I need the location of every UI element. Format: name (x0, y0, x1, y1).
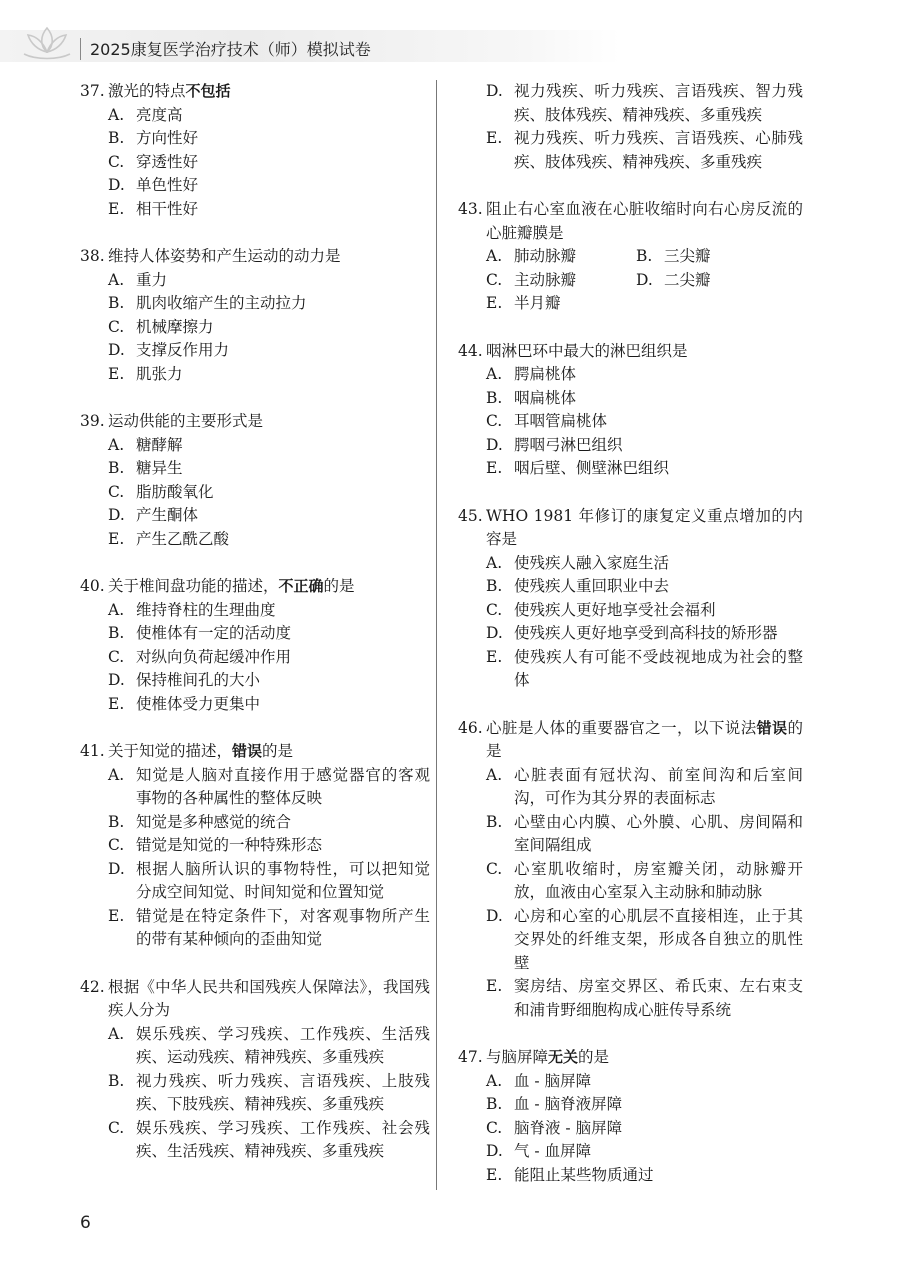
option-b (458, 387, 803, 411)
option-d (458, 905, 803, 976)
option-text: 腭咽弓淋巴组织 (514, 435, 623, 454)
option-letter: D. (108, 176, 125, 194)
question-41 (80, 740, 430, 952)
question-number: 42. (80, 977, 105, 996)
option-e (80, 905, 430, 952)
question-emphasis: 错误 (756, 718, 788, 737)
option-letter: C. (486, 412, 503, 430)
option-text: 亮度高 (136, 105, 183, 124)
question-number: 45. (458, 506, 483, 525)
option-text: 使残疾人更好地享受到高科技的矫形器 (514, 624, 778, 642)
option-letter: D. (486, 1142, 503, 1160)
question-number: 46. (458, 718, 483, 737)
option-text: 耳咽管扁桃体 (514, 412, 608, 430)
option-d (458, 80, 803, 127)
option-letter: E. (108, 694, 125, 713)
question-text (486, 505, 803, 552)
question-number: 44. (458, 341, 483, 360)
option-a (458, 1070, 803, 1094)
option-letter: A. (108, 1024, 125, 1043)
question-stem (458, 340, 803, 364)
option-a (80, 434, 430, 458)
option-b (80, 1070, 430, 1117)
option-text: 产生酮体 (136, 506, 199, 524)
option-b (458, 811, 803, 858)
option-b (80, 292, 430, 316)
question-text-tail: 的是 (323, 577, 355, 595)
option-b (458, 1093, 803, 1117)
option-a (80, 1023, 430, 1070)
question-47 (458, 1046, 803, 1187)
option-text: 脑脊液 - 脑屏障 (514, 1118, 623, 1137)
option-letter: D. (108, 671, 125, 689)
option-letter: B. (108, 129, 125, 147)
question-39 (80, 410, 430, 551)
option-letter: B. (108, 459, 125, 477)
question-stem (80, 976, 430, 1023)
option-d (608, 269, 758, 293)
question-38 (80, 245, 430, 386)
question-37 (80, 80, 430, 221)
option-text: 娱乐残疾、学习残疾、工作残疾、生活残疾、运动残疾、精神残疾、多重残疾 (136, 1024, 430, 1066)
question-number: 40. (80, 577, 105, 595)
option-letter: B. (486, 388, 503, 407)
question-number: 41. (80, 742, 105, 760)
question-text-lead: 维持人体姿势和产生运动的动力是 (108, 247, 341, 265)
page-header (0, 0, 900, 68)
question-text-lead: 咽淋巴环中最大的淋巴组织是 (486, 341, 688, 360)
option-c (458, 599, 803, 623)
question-text-lead: 心脏是人体的重要器官之一，以下说法 (486, 718, 757, 737)
option-letter: B. (108, 812, 125, 831)
option-letter: E. (108, 364, 125, 383)
option-e (458, 646, 803, 693)
option-text: 使残疾人更好地享受社会福利 (514, 600, 716, 619)
option-letter: E. (108, 199, 125, 218)
option-letter: E. (486, 647, 503, 666)
option-e (458, 975, 803, 1022)
option-letter: D. (486, 624, 503, 642)
option-d (80, 669, 430, 693)
option-d (80, 339, 430, 363)
option-text: 二尖瓣 (664, 270, 711, 289)
question-45 (458, 505, 803, 693)
option-text: 穿透性好 (136, 152, 199, 171)
header-title: 2025康复医学治疗技术（师）模拟试卷 (90, 40, 371, 59)
option-text: 错觉是在特定条件下，对客观事物所产生的带有某种倾向的歪曲知觉 (136, 906, 430, 948)
option-a (80, 599, 430, 623)
option-a (80, 764, 430, 811)
option-c (80, 481, 430, 505)
option-text: 主动脉瓣 (514, 270, 577, 289)
option-letter: B. (486, 812, 503, 831)
option-b (80, 457, 430, 481)
option-text: 对纵向负荷起缓冲作用 (136, 647, 292, 666)
question-text-tail: 的是 (262, 742, 294, 760)
option-text: 视力残疾、听力残疾、言语残疾、心肺残疾、肢体残疾、精神残疾、多重残疾 (514, 129, 803, 171)
question-emphasis: 错误 (232, 742, 263, 760)
question-40 (80, 575, 430, 716)
question-42 (80, 976, 430, 1164)
question-number: 39. (80, 412, 105, 430)
question-text-tail: 的是 (486, 718, 803, 760)
option-text: 肌肉收缩产生的主动拉力 (136, 294, 307, 312)
option-e (80, 198, 430, 222)
option-a (458, 245, 608, 269)
option-text: 肌张力 (136, 364, 183, 383)
option-e (458, 1164, 803, 1188)
option-letter: D. (108, 859, 125, 878)
option-text: 娱乐残疾、学习残疾、工作残疾、社会残疾、生活残疾、精神残疾、多重残疾 (136, 1118, 430, 1160)
option-b (80, 622, 430, 646)
question-stem (80, 740, 430, 764)
option-letter: A. (108, 105, 125, 124)
option-letter: D. (486, 82, 503, 100)
option-text: 使椎体有一定的活动度 (136, 624, 292, 642)
question-text (108, 740, 430, 764)
option-letter: E. (108, 906, 125, 925)
column-divider (436, 80, 437, 1190)
option-text: 支撑反作用力 (136, 341, 230, 359)
option-d (80, 174, 430, 198)
question-stem (458, 505, 803, 552)
question-text (108, 575, 430, 599)
question-text (108, 976, 430, 1023)
option-letter: B. (486, 577, 503, 595)
option-text: 肺动脉瓣 (514, 247, 577, 265)
question-43 (458, 198, 803, 316)
left-column (80, 80, 430, 1188)
option-letter: C. (108, 836, 125, 854)
option-letter: A. (486, 765, 503, 784)
option-text: 咽后壁、侧壁淋巴组织 (514, 459, 670, 477)
option-text: 使残疾人融入家庭生活 (514, 553, 670, 572)
option-letter: A. (486, 365, 503, 383)
question-text (108, 80, 430, 104)
option-text: 糖酵解 (136, 435, 183, 454)
option-a (80, 104, 430, 128)
option-letter: C. (486, 1118, 503, 1137)
question-text-lead: 运动供能的主要形式是 (108, 412, 264, 430)
option-text: 保持椎间孔的大小 (136, 671, 261, 689)
option-letter: A. (108, 765, 125, 784)
option-text: 腭扁桃体 (514, 365, 577, 383)
question-text (486, 340, 803, 364)
option-c (80, 834, 430, 858)
question-text-lead: 与脑屏障 (486, 1048, 549, 1066)
question-text-lead: 激光的特点 (108, 82, 186, 100)
option-a (80, 269, 430, 293)
option-letter: C. (108, 152, 125, 171)
option-c (80, 151, 430, 175)
question-stem (80, 410, 430, 434)
option-c (80, 646, 430, 670)
option-letter: A. (486, 247, 503, 265)
option-e (80, 528, 430, 552)
question-stem (458, 198, 803, 245)
option-text: 根据人脑所认识的事物特性，可以把知觉分成空间知觉、时间知觉和位置知觉 (136, 859, 430, 901)
question-text-lead: 根据《中华人民共和国残疾人保障法》，我国残疾人分为 (108, 977, 430, 1019)
option-letter: D. (486, 906, 503, 925)
option-letter: A. (486, 553, 503, 572)
question-42-continued (458, 80, 803, 174)
option-text: 心房和心室的心肌层不直接相连，止于其交界处的纤维支架，形成各自独立的肌性壁 (514, 906, 803, 972)
option-letter: B. (636, 247, 653, 265)
option-e (80, 363, 430, 387)
option-letter: C. (486, 859, 503, 878)
option-text: 半月瓣 (514, 294, 561, 312)
option-text: 三尖瓣 (664, 247, 711, 265)
option-text: 产生乙酰乙酸 (136, 529, 230, 548)
option-letter: C. (108, 647, 125, 666)
option-letter: D. (486, 435, 503, 454)
question-text (486, 1046, 803, 1070)
option-d (458, 622, 803, 646)
question-46 (458, 717, 803, 1023)
question-stem (80, 80, 430, 104)
right-questions (458, 340, 803, 1188)
option-text: 使残疾人有可能不受歧视地成为社会的整体 (514, 647, 803, 689)
option-letter: C. (486, 270, 503, 289)
option-text: 知觉是人脑对直接作用于感觉器官的客观事物的各种属性的整体反映 (136, 765, 430, 807)
option-letter: A. (108, 435, 125, 454)
option-letter: B. (108, 294, 125, 312)
option-letter: E. (486, 294, 503, 312)
option-text: 维持脊柱的生理曲度 (136, 600, 276, 619)
option-letter: D. (108, 506, 125, 524)
option-letter: E. (486, 129, 503, 147)
question-text (486, 717, 803, 764)
option-letter: C. (108, 1118, 125, 1137)
option-letter: E. (108, 529, 125, 548)
option-text: 知觉是多种感觉的统合 (136, 812, 292, 831)
option-text: 窦房结、房室交界区、希氏束、左右束支和浦肯野细胞构成心脏传导系统 (514, 977, 803, 1019)
option-a (458, 363, 803, 387)
page-number: 6 (80, 1213, 91, 1233)
question-text (108, 245, 430, 269)
option-c (458, 858, 803, 905)
option-text: 能阻止某些物质通过 (514, 1165, 654, 1184)
option-text: 血 - 脑屏障 (514, 1071, 592, 1090)
option-letter: B. (486, 1095, 503, 1113)
question-text-tail: 的是 (578, 1048, 610, 1066)
option-letter: B. (108, 1071, 125, 1090)
option-b (80, 127, 430, 151)
option-text: 血 - 脑脊液屏障 (514, 1095, 623, 1113)
option-letter: C. (486, 600, 503, 619)
option-text: 心壁由心内膜、心外膜、心肌、房间隔和室间隔组成 (514, 812, 803, 854)
question-number: 43. (458, 200, 483, 218)
question-44 (458, 340, 803, 481)
question-emphasis: 不正确 (278, 577, 324, 595)
option-c (458, 269, 608, 293)
option-b (80, 811, 430, 835)
option-e (458, 292, 803, 316)
option-letter: A. (486, 1071, 503, 1090)
option-a (458, 552, 803, 576)
option-text: 脂肪酸氧化 (136, 482, 214, 501)
question-number: 47. (458, 1048, 483, 1066)
option-letter: E. (486, 977, 503, 995)
question-text-lead: 关于椎间盘功能的描述， (108, 577, 279, 595)
option-letter: E. (486, 1165, 503, 1184)
option-b (458, 575, 803, 599)
option-letter: C. (108, 317, 125, 336)
option-letter: C. (108, 482, 125, 501)
option-text: 气 - 血屏障 (514, 1142, 592, 1160)
question-text: 阻止右心室血液在心脏收缩时向右心房反流的心脏瓣膜是 (486, 200, 803, 242)
option-letter: B. (108, 624, 125, 642)
option-d (458, 1140, 803, 1164)
lotus-logo-icon (18, 22, 76, 62)
option-e (80, 693, 430, 717)
option-letter: D. (108, 341, 125, 359)
question-stem (80, 575, 430, 599)
option-grid (458, 245, 803, 292)
question-text-lead: 关于知觉的描述， (108, 742, 233, 760)
option-text: 相干性好 (136, 199, 199, 218)
option-c (80, 1117, 430, 1164)
option-letter: A. (108, 600, 125, 619)
question-text-lead: WHO 1981 年修订的康复定义重点增加的内容是 (486, 506, 803, 548)
question-emphasis: 不包括 (185, 82, 231, 100)
question-stem (458, 717, 803, 764)
option-e (458, 127, 803, 174)
option-d (80, 504, 430, 528)
question-emphasis: 无关 (548, 1048, 579, 1066)
option-d (80, 858, 430, 905)
option-letter: A. (108, 270, 125, 289)
option-c (80, 316, 430, 340)
option-b (608, 245, 758, 269)
option-text: 心室肌收缩时，房室瓣关闭，动脉瓣开放，血液由心室泵入主动脉和肺动脉 (514, 859, 803, 901)
option-text: 心脏表面有冠状沟、前室间沟和后室间沟，可作为其分界的表面标志 (514, 765, 803, 807)
option-text: 视力残疾、听力残疾、言语残疾、上肢残疾、下肢残疾、精神残疾、多重残疾 (136, 1071, 430, 1113)
option-d (458, 434, 803, 458)
option-text: 使椎体受力更集中 (136, 694, 261, 713)
question-number: 38. (80, 247, 105, 265)
option-text: 错觉是知觉的一种特殊形态 (136, 836, 323, 854)
question-number: 37. (80, 82, 105, 100)
option-text: 重力 (136, 270, 168, 289)
option-a (458, 764, 803, 811)
option-c (458, 1117, 803, 1141)
question-text (108, 410, 430, 434)
option-c (458, 410, 803, 434)
option-text: 咽扁桃体 (514, 388, 577, 407)
option-letter: E. (486, 459, 503, 477)
option-text: 视力残疾、听力残疾、言语残疾、智力残疾、肢体残疾、精神残疾、多重残疾 (514, 82, 803, 124)
right-column (458, 80, 803, 1211)
option-e (458, 457, 803, 481)
option-text: 使残疾人重回职业中去 (514, 577, 670, 595)
question-stem (458, 1046, 803, 1070)
option-text: 糖异生 (136, 459, 183, 477)
option-letter: D. (636, 270, 653, 289)
header-separator (80, 38, 81, 60)
option-text: 方向性好 (136, 129, 199, 147)
question-stem (80, 245, 430, 269)
option-text: 单色性好 (136, 176, 199, 194)
option-text: 机械摩擦力 (136, 317, 214, 336)
